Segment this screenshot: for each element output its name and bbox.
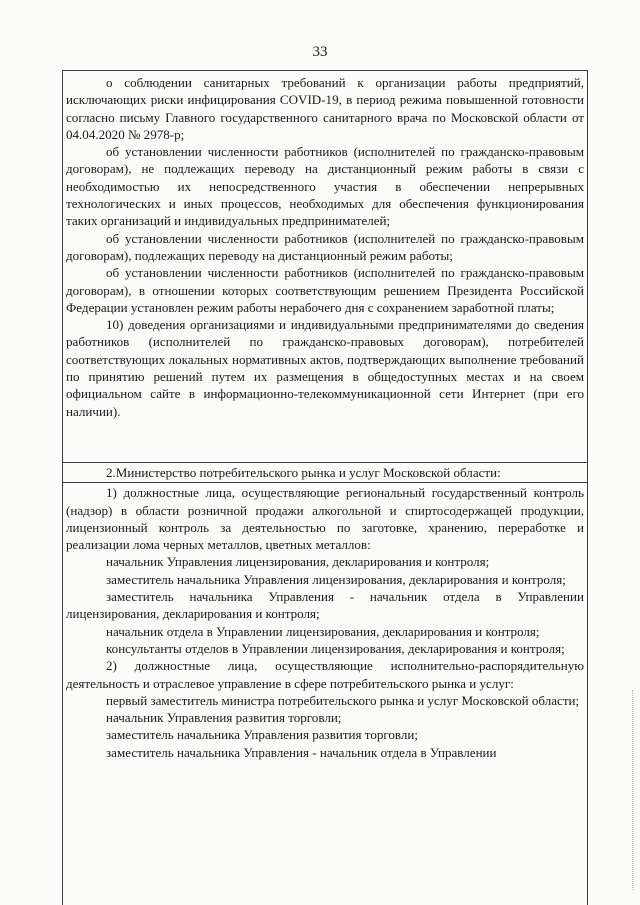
list-item: заместитель начальника Управления - начальник отдела в Управлении лицензирования, декларирования и контроля; — [66, 589, 584, 622]
heading-divider — [63, 482, 587, 483]
table-cell-section-2 — [63, 462, 587, 761]
section-heading: 2.Министерство потребительского рынка и услуг Московской области: — [106, 465, 501, 480]
document-table — [62, 70, 588, 905]
list-item: консультанты отделов в Управлении лицензирования, декларирования и контроля; — [106, 640, 565, 656]
paragraph-remote-staff: об установлении численности работников (исполнителей по гражданско-правовым договорам), подлежащих переводу на дистанционный режим работы; — [66, 230, 584, 263]
table-cell-section-1 — [63, 70, 587, 420]
list-item: заместитель начальника Управления - начальник отдела в Управлении — [106, 744, 497, 760]
list-item: начальник Управления развития торговли; — [106, 710, 342, 726]
paragraph-non-remote-staff: об установлении численности работников (исполнителей по гражданско-правовым договорам), не подлежащих переводу на дистанционный режим работы в связи с необходимостью их непосредственного участия в обеспечении непрерывных технологических и иных процессов, необходимых для обеспечения функционирования таких организаций и индивидуальных предпринимателей; — [66, 144, 584, 229]
paragraph-item-10: 10) доведения организациями и индивидуальными предпринимателями до сведения работников (исполнителей по гражданско-правовых договорам), потребителей соответствующих локальных нормативных актов, подтверждающих выполнение требований по принятию решений путем их размещения в общедоступных местах и на своем официальном сайте в информационно-телекоммуникационной сети Интернет (при его наличии). — [66, 317, 584, 419]
page-number: 33 — [312, 44, 328, 60]
scan-edge-mark — [632, 690, 634, 890]
list-item: заместитель начальника Управления развития торговли; — [106, 727, 419, 743]
paragraph-item-1: 1) должностные лица, осуществляющие региональный государственный контроль (надзор) в области розничной продажи алкогольной и спиртосодержащей продукции, лицензионный контроль за деятельностью по заготовке, хранению, переработке и реализации лома черных металлов, цветных металлов: — [66, 485, 584, 553]
paragraph-non-working-days: об установлении численности работников (исполнителей по гражданско-правовым договорам), в отношении которых соответствующим решением Президента Российской Федерации установлен режим работы нерабочего дня с сохранением заработной платы; — [66, 265, 584, 315]
paragraph-sanitary-requirements: о соблюдении санитарных требований к организации работы предприятий, исключающих риски инфицирования COVID-19, в период режима повышенной готовности согласно письму Главного государственного санитарного врача по Московской области от 04.04.2020 № 2978-р; — [66, 75, 584, 142]
list-item: начальник отдела в Управлении лицензирования, декларирования и контроля; — [106, 623, 540, 639]
paragraph-item-2: 2) должностные лица, осуществляющие исполнительно-распорядительную деятельность и отраслевое управление в сфере потребительского рынка и услуг: — [66, 658, 584, 691]
list-item: заместитель начальника Управления лицензирования, декларирования и контроля; — [106, 571, 566, 587]
list-item: начальник Управления лицензирования, декларирования и контроля; — [106, 554, 490, 570]
list-item: первый заместитель министра потребительского рынка и услуг Московской области; — [106, 692, 580, 708]
